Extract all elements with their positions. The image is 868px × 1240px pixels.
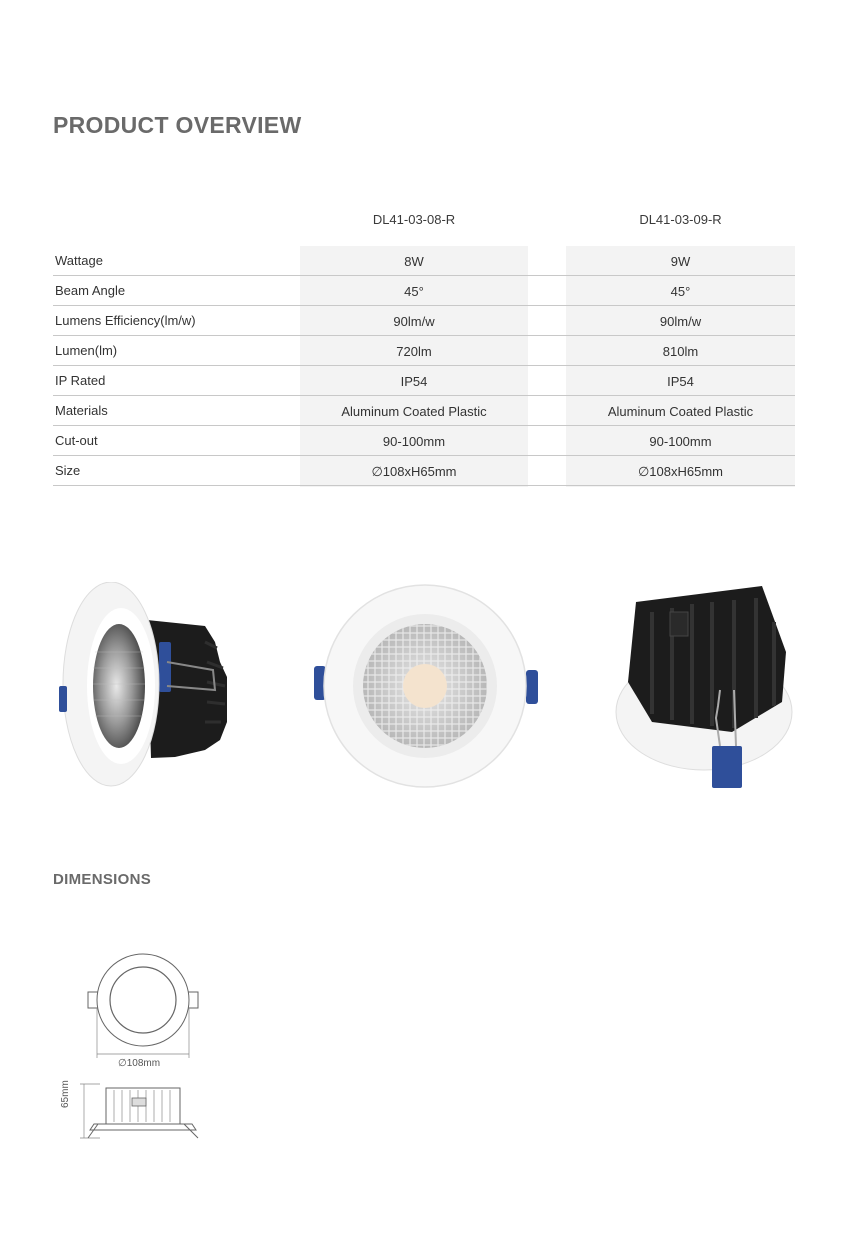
spec-value: 45° bbox=[404, 284, 424, 299]
diameter-label: ∅108mm bbox=[118, 1058, 161, 1069]
spec-value: 9W bbox=[670, 254, 691, 269]
spec-value: 810lm bbox=[662, 344, 699, 359]
spec-label: Materials bbox=[55, 403, 108, 418]
spec-value: IP54 bbox=[400, 374, 428, 389]
spec-value: IP54 bbox=[667, 374, 694, 389]
spec-label: Size bbox=[55, 463, 81, 478]
table-row bbox=[53, 336, 795, 366]
spec-value: 90-100mm bbox=[649, 434, 712, 449]
spec-label: Lumen(lm) bbox=[55, 343, 118, 358]
spec-value: Aluminum Coated Plastic bbox=[607, 404, 754, 419]
product-photo-front-view bbox=[312, 584, 542, 790]
product-photo-rear-view bbox=[612, 582, 797, 794]
spec-value: 8W bbox=[404, 254, 424, 269]
model-header-1: DL41-03-08-R bbox=[372, 212, 456, 227]
spec-label: IP Rated bbox=[55, 373, 106, 388]
table-row bbox=[53, 426, 795, 456]
spec-table bbox=[53, 246, 795, 486]
spec-label: Cut-out bbox=[55, 433, 98, 448]
table-row bbox=[53, 246, 795, 276]
table-row bbox=[53, 276, 795, 306]
spec-value: 90lm/w bbox=[393, 314, 435, 329]
spec-value: 90-100mm bbox=[382, 434, 446, 449]
dimension-drawing-top-view bbox=[84, 950, 202, 1062]
spec-value: Aluminum Coated Plastic bbox=[341, 404, 487, 419]
dimension-drawing-side-view bbox=[76, 1080, 202, 1142]
table-row bbox=[53, 306, 795, 336]
table-row bbox=[53, 396, 795, 426]
spec-value: ∅108xH65mm bbox=[371, 464, 457, 479]
height-label: 65mm bbox=[60, 1080, 71, 1108]
table-row bbox=[53, 366, 795, 396]
spec-label: Wattage bbox=[55, 253, 103, 268]
spec-label: Lumens Efficiency(lm/w) bbox=[55, 313, 196, 328]
spec-value: 90lm/w bbox=[659, 314, 702, 329]
spec-value: ∅108xH65mm bbox=[637, 464, 724, 479]
product-photo-side-view bbox=[55, 582, 235, 792]
table-row bbox=[53, 456, 795, 486]
dimensions-heading: DIMENSIONS bbox=[53, 871, 152, 888]
spec-label: Beam Angle bbox=[55, 283, 126, 298]
model-header-2: DL41-03-09-R bbox=[639, 212, 722, 227]
page-title: PRODUCT OVERVIEW bbox=[53, 112, 302, 138]
spec-value: 720lm bbox=[396, 344, 432, 359]
spec-value: 45° bbox=[670, 284, 691, 299]
